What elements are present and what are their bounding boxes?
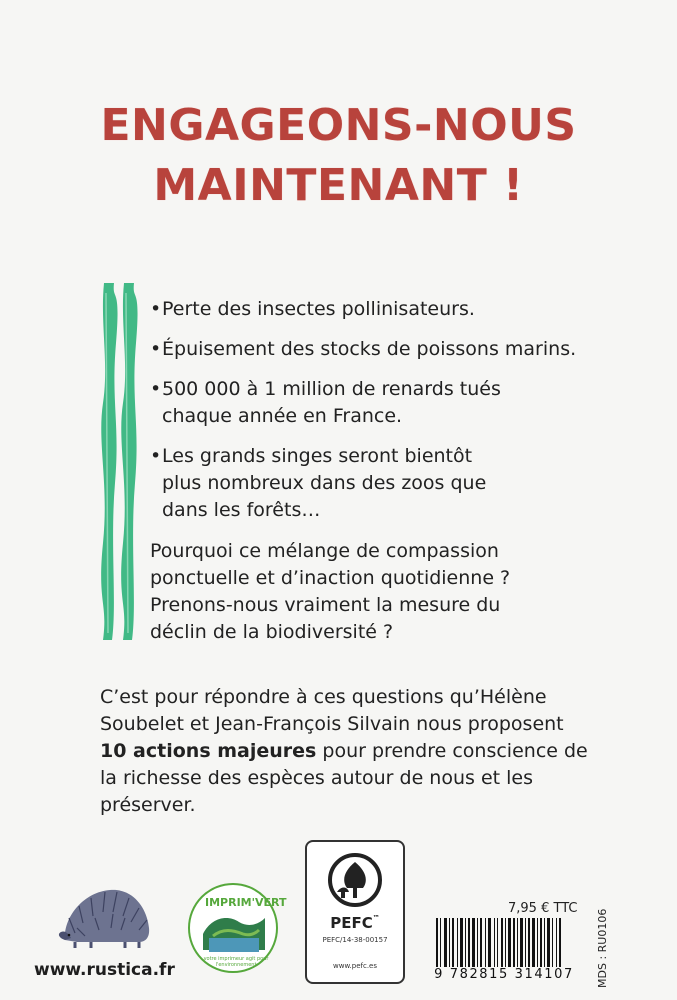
headline-line-1: ENGAGEONS-NOUS — [100, 100, 577, 151]
bullet-text: Épuisement des stocks de poissons marins. — [162, 338, 577, 360]
price: 7,95 € TTC — [508, 901, 578, 916]
imprimvert-name: IMPRIM'VERT — [205, 896, 287, 909]
intro-paragraph — [100, 684, 590, 819]
bullet-dot: • — [150, 298, 162, 320]
pefc-name — [307, 914, 403, 932]
bullet-list — [150, 296, 650, 646]
intro-text-before: C’est pour répondre à ces questions qu’Hélène Soubelet et Jean-François Silvain nous proposent — [100, 686, 564, 735]
bullet-item — [150, 443, 650, 524]
isbn-number: 9 782815 314107 — [434, 967, 574, 982]
pefc-code: PEFC/14-38-00157 — [322, 936, 388, 944]
bullet-dot: • — [150, 445, 162, 467]
headline-line-2: MAINTENANT ! — [153, 160, 524, 211]
bullet-text: 500 000 à 1 million de renards tués chaque année en France. — [162, 378, 501, 427]
pefc-label — [305, 840, 405, 984]
pefc-name-text: PEFC — [330, 914, 373, 932]
publisher-url[interactable]: www.rustica.fr — [34, 960, 175, 980]
bullet-text: Perte des insectes pollinisateurs. — [162, 298, 475, 320]
mds-code: MDS : RU0106 — [596, 908, 609, 988]
bullet-item — [150, 296, 650, 323]
bullet-item — [150, 336, 650, 363]
pefc-tree-icon — [327, 852, 383, 910]
bullet-item — [150, 376, 650, 430]
pefc-trademark: ™ — [372, 914, 380, 922]
intro-bold-highlight: 10 actions majeures — [100, 740, 317, 762]
headline — [0, 96, 677, 216]
hedgehog-logo-icon — [55, 878, 155, 954]
pefc-url: www.pefc.es — [333, 962, 377, 970]
green-double-bar-decoration — [94, 283, 138, 640]
bullet-dot: • — [150, 338, 162, 360]
bullet-text: Les grands singes seront bientôt plus nombreux dans des zoos que dans les forêts… — [162, 445, 487, 521]
intro-text-after: pour prendre conscience de la richesse des espèces autour de nous et les préserver. — [100, 740, 588, 816]
question-paragraph: Pourquoi ce mélange de compassion ponctuelle et d’inaction quotidienne ? Prenons-nous vraiment la mesure du déclin de la biodiversité ? — [150, 540, 511, 643]
imprimvert-tagline: votre imprimeur agit pour l'environnement — [203, 956, 269, 968]
bullet-dot: • — [150, 378, 162, 400]
